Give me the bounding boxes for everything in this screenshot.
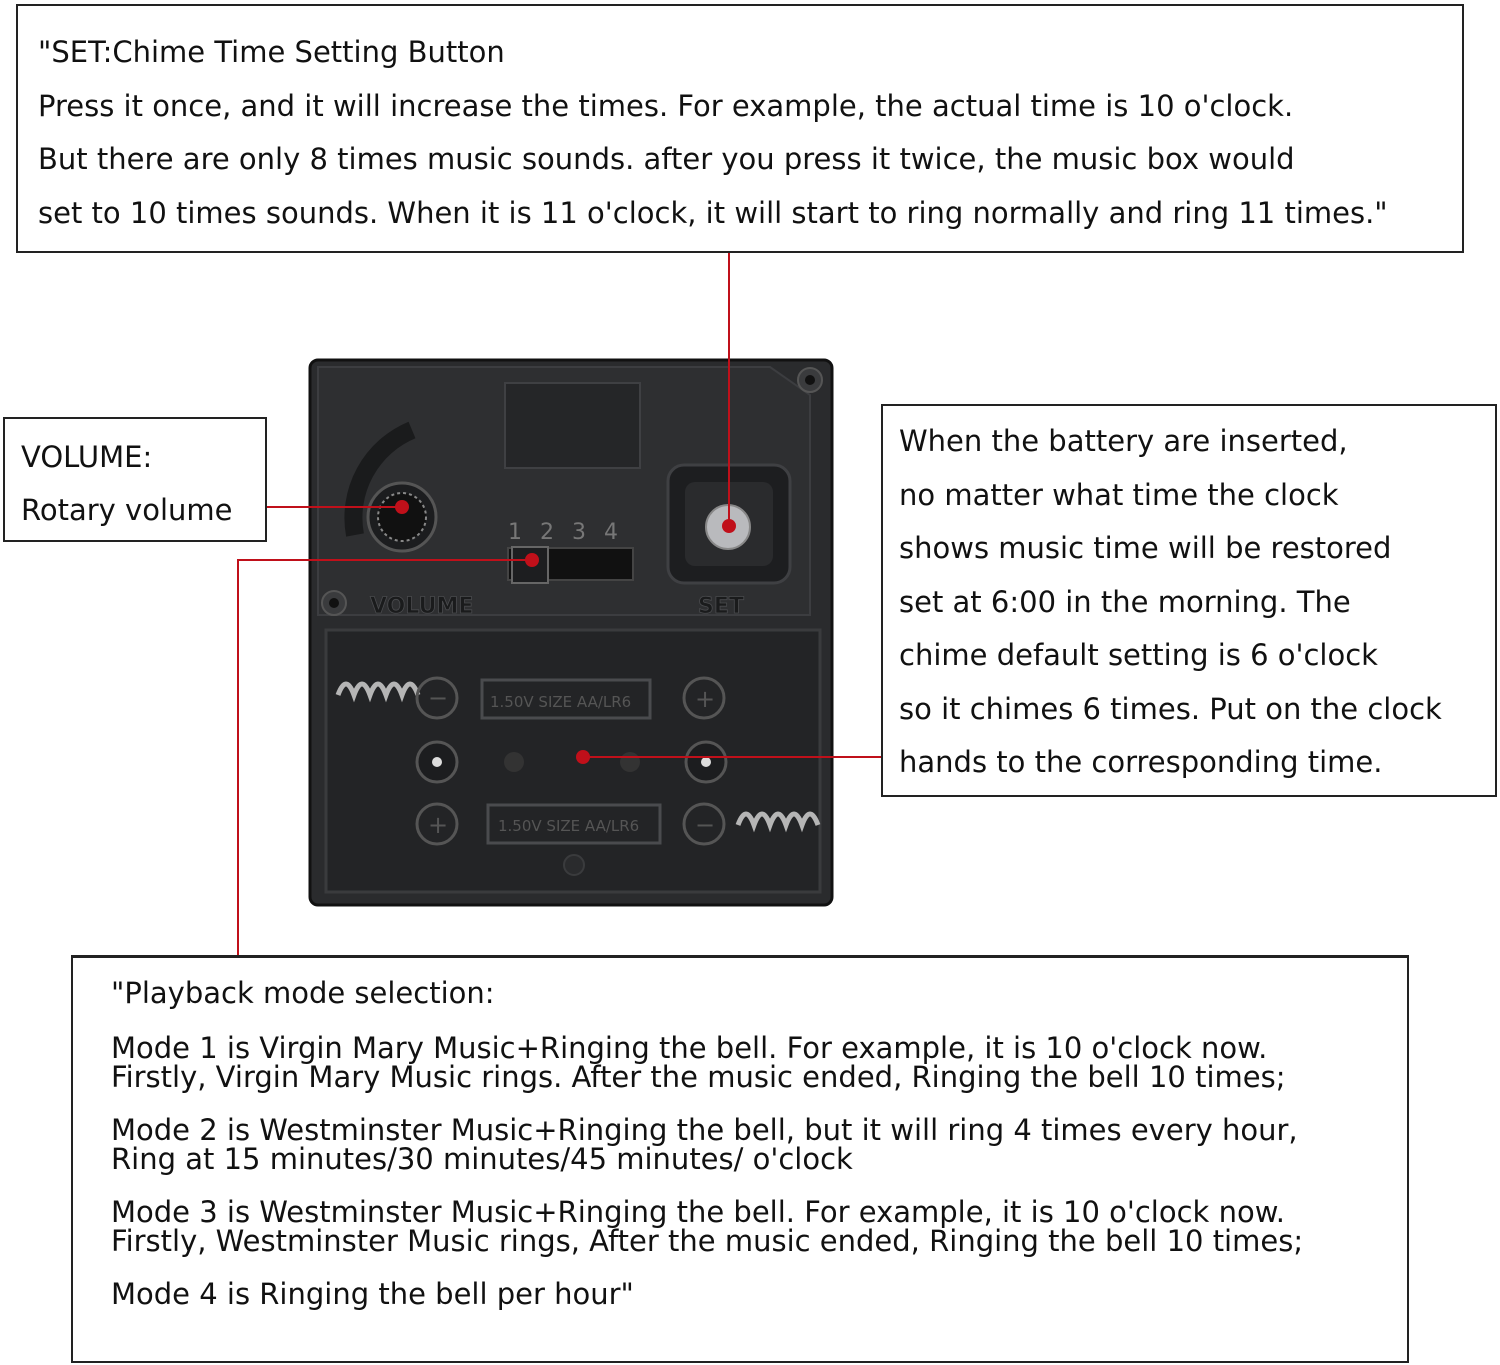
- plus-symbol: +: [695, 685, 716, 713]
- minus-symbol: −: [695, 811, 716, 839]
- battery-callout-line: When the battery are inserted,: [899, 424, 1348, 458]
- volume-callout-line: Rotary volume: [21, 493, 233, 527]
- battery-callout-line: shows music time will be restored: [899, 531, 1392, 565]
- volume-callout-line: VOLUME:: [21, 440, 153, 474]
- battery-pointer-dot-icon: [576, 750, 590, 764]
- mode-line: Ring at 15 minutes/30 minutes/45 minutes/ o'clock: [111, 1142, 853, 1176]
- set-label: SET: [698, 594, 744, 619]
- plus-symbol: +: [428, 811, 449, 839]
- battery-callout-line: so it chimes 6 times. Put on the clock: [899, 691, 1442, 726]
- switch-position-label: 4: [604, 520, 618, 545]
- battery-callout-line: set at 6:00 in the morning. The: [899, 584, 1351, 619]
- switch-position-label: 3: [572, 520, 586, 545]
- set-pointer-dot-icon: [722, 519, 736, 533]
- battery-callout-line: hands to the corresponding time.: [899, 745, 1383, 779]
- set-callout-line: Press it once, and it will increase the times. For example, the actual time is 10 o'clock.: [38, 88, 1294, 123]
- switch-position-label: 1: [508, 520, 522, 545]
- switch-position-label: 2: [540, 520, 554, 545]
- playback-mode-title: "Playback mode selection:: [111, 976, 495, 1010]
- mode-line: Mode 3 is Westminster Music+Ringing the bell. For example, it is 10 o'clock now.: [111, 1195, 1285, 1229]
- volume-pointer-dot-icon: [395, 500, 409, 514]
- mode-line: Mode 1 is Virgin Mary Music+Ringing the bell. For example, it is 10 o'clock now.: [111, 1031, 1268, 1065]
- mode-line: Mode 2 is Westminster Music+Ringing the bell, but it will ring 4 times every hour,: [111, 1113, 1298, 1147]
- battery-callout-line: no matter what time the clock: [899, 477, 1339, 512]
- set-callout-line: "SET:Chime Time Setting Button: [38, 35, 505, 69]
- minus-symbol: −: [428, 684, 449, 712]
- set-callout-line: set to 10 times sounds. When it is 11 o'clock, it will start to ring normally and ring 11 times.": [38, 195, 1388, 230]
- battery-size-label: 1.50V SIZE AA/LR6: [490, 693, 632, 711]
- volume-label: VOLUME: [370, 594, 474, 619]
- mode-line: Firstly, Westminster Music rings, After the music ended, Ringing the bell 10 times;: [111, 1224, 1304, 1258]
- set-callout-line: But there are only 8 times music sounds. after you press it twice, the music box would: [38, 142, 1295, 176]
- battery-callout-line: chime default setting is 6 o'clock: [899, 638, 1378, 672]
- mode-pointer-dot-icon: [525, 553, 539, 567]
- mode-line: Mode 4 is Ringing the bell per hour": [111, 1277, 634, 1311]
- mode-line: Firstly, Virgin Mary Music rings. After the music ended, Ringing the bell 10 times;: [111, 1060, 1286, 1094]
- battery-size-label: 1.50V SIZE AA/LR6: [498, 817, 640, 835]
- mode-pointer-line: [238, 560, 532, 955]
